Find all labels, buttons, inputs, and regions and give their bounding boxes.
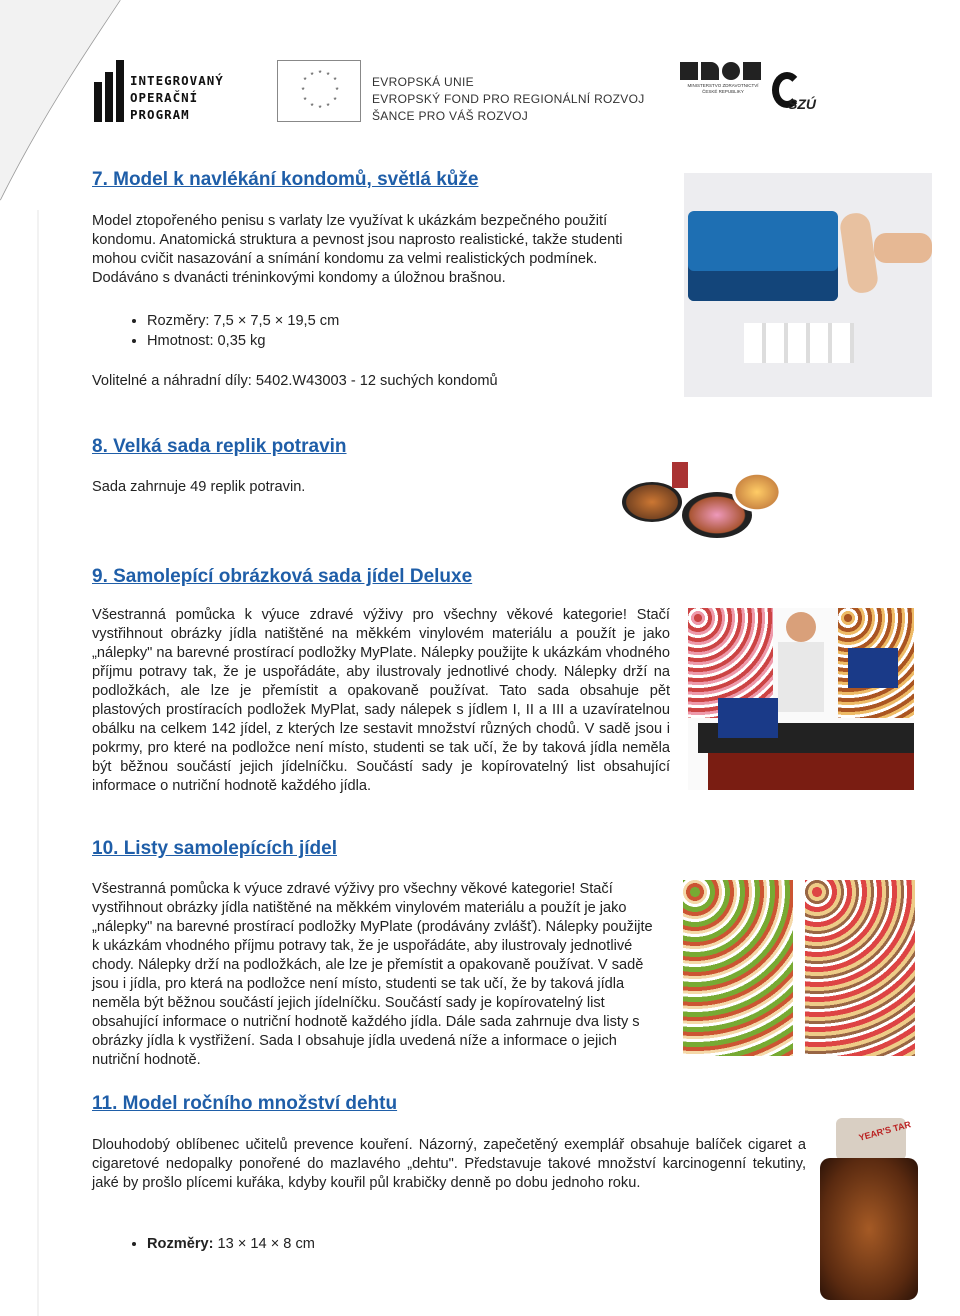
section-7-optional-parts: Volitelné a náhradní díly: 5402.W43003 - 12 suchých kondomů — [92, 373, 498, 389]
section-8-heading: 8. Velká sada replik potravin — [92, 436, 347, 457]
svg-text:*: * — [303, 76, 307, 85]
bullet-dimensions: • Rozměry: 7,5 × 7,5 × 19,5 cm — [147, 311, 592, 331]
eu-line: ŠANCE PRO VÁŠ ROZVOJ — [372, 109, 529, 123]
svg-text:*: * — [326, 102, 330, 111]
section-11-text: Dlouhodobý oblíbenec učitelů prevence kouření. Názorný, zapečetěný exemplář obsahuje balíček cigaret a cigaretové nedopalky ponořené do mazlavého „dehtu". Představuje takové množství karcinogenní tekutiny, jaké by prošlo plícemi kuřáka, kdyby kouřil půl krabičky denně po dobu jednoho roku. — [92, 1137, 806, 1191]
food-sticker-sheets-photo — [683, 880, 915, 1056]
svg-text:*: * — [326, 71, 330, 80]
mzcr-logo — [680, 62, 766, 95]
bullet-label: Rozměry: — [147, 1236, 214, 1252]
section-7-bullets — [92, 311, 592, 351]
section-9-text: Všestranná pomůcka k výuce zdravé výživy pro všechny věkové kategorie! Stačí vystřihnout obrázky jídla natištěné na měkkém vinylovém materiálu a použít je jako „nálepky" na barevné prostírací podložky MyPlate. Nálepky použijte k ukázkám vhodného příjmu potravy tak, že je uspořádáte, aby ilustrovaly jednotlivé chody. Nálepky drží na podložkách, ale lze je přemístit a opakovaně používat. Tato sada obsahuje pět plastových prostíracích podložek MyPlat, sady nálepek s jídlem I, II a III a uzavíratelnou obálku na celkem 142 jídel, z kterých lze sestavit množství různých chodů. V sadě jsou i pokrmy, pro které na podložce není místo, studenti se tak učí, že by taková jídla neměla být běžnou součástí jejich jídelníčku. Součástí sady je kopírovatelný list obsahující informace o nutriční hodnotě každého jídla. — [92, 607, 670, 794]
eu-stars-icon — [278, 61, 362, 123]
svg-text:*: * — [310, 102, 314, 111]
svg-text:*: * — [310, 71, 314, 80]
bullet-dimensions — [147, 1234, 315, 1254]
svg-text:*: * — [301, 86, 305, 95]
eu-text — [372, 74, 645, 125]
iop-line: OPERAČNÍ — [130, 90, 199, 105]
svg-text:*: * — [303, 96, 307, 105]
section-7-text: Model ztopořeného penisu s varlaty lze využívat k ukázkám bezpečného použití kondomu. Anatomická struktura a pevnost jsou naprosto realistické, takže studenti mohou cvičit nasazování a snímání kondomu za velmi realistických podmínek. Dodáváno s dvanácti tréninkovými kondomy a úložnou brašnou. — [92, 213, 623, 286]
bullet-value: 13 × 14 × 8 cm — [213, 1236, 315, 1252]
svg-text:*: * — [333, 76, 337, 85]
iop-line: PROGRAM — [130, 107, 190, 122]
section-11-bullets — [92, 1234, 315, 1254]
myplate-deluxe-photo — [688, 608, 914, 790]
section-11-heading: 11. Model ročního množství dehtu — [92, 1093, 398, 1114]
eu-flag-logo — [277, 60, 361, 122]
section-10-heading: 10. Listy samolepících jídel — [92, 838, 337, 859]
tar-jar-photo — [814, 1118, 924, 1300]
svg-text:*: * — [318, 104, 322, 113]
svg-text:*: * — [333, 96, 337, 105]
section-7-heading: 7. Model k navlékání kondomů, světlá kůže — [92, 169, 479, 190]
iop-line: INTEGROVANÝ — [130, 73, 224, 88]
condom-model-photo — [684, 173, 932, 397]
eu-line: EVROPSKÝ FOND PRO REGIONÁLNÍ ROZVOJ — [372, 92, 645, 106]
food-replicas-photo — [612, 462, 790, 556]
eu-line: EVROPSKÁ UNIE — [372, 75, 474, 89]
jar-label: YEAR'S TAR — [857, 1119, 912, 1143]
bullet-weight: • Hmotnost: 0,35 kg — [147, 331, 592, 351]
svg-text:*: * — [318, 69, 322, 78]
szu-logo — [768, 62, 828, 122]
section-10-text: Všestranná pomůcka k výuce zdravé výživy pro všechny věkové kategorie! Stačí vystřihnout obrázky jídla natištěné na měkkém vinylovém materiálu a použít je jako „nálepky" na barevné prostírací podložky MyPlate (prodávány zvlášť). Nálepky použijte k ukázkám vhodného příjmu potravy tak, že je uspořádáte, aby ilustrovaly jednotlivé chody. Nálepky drží na podložkách, ale lze je přemístit a opakovaně používat. V sadě jsou i jídla, pro která na podložce není místo, studenti se tak učí, že by taková jídla neměla být běžnou součástí jejich jídelníčku. Součástí sady je kopírovatelný list obsahující informace o nutriční hodnotě každého jídla. Dále sada zahrnuje dva listy s obrázky jídla k vystřižení. Sada I obsahuje jídla uvedená níže a informace o jejich nutriční hodnotě. — [92, 881, 653, 1068]
section-8-text: Sada zahrnuje 49 replik potravin. — [92, 479, 306, 495]
mzcr-text: MINISTERSTVO ZDRAVOTNICTVÍ ČESKÉ REPUBLIKY — [687, 83, 759, 94]
szu-text: SZÚ — [788, 96, 816, 112]
svg-text:*: * — [335, 86, 339, 95]
section-9-heading: 9. Samolepící obrázková sada jídel Deluxe — [92, 566, 473, 587]
